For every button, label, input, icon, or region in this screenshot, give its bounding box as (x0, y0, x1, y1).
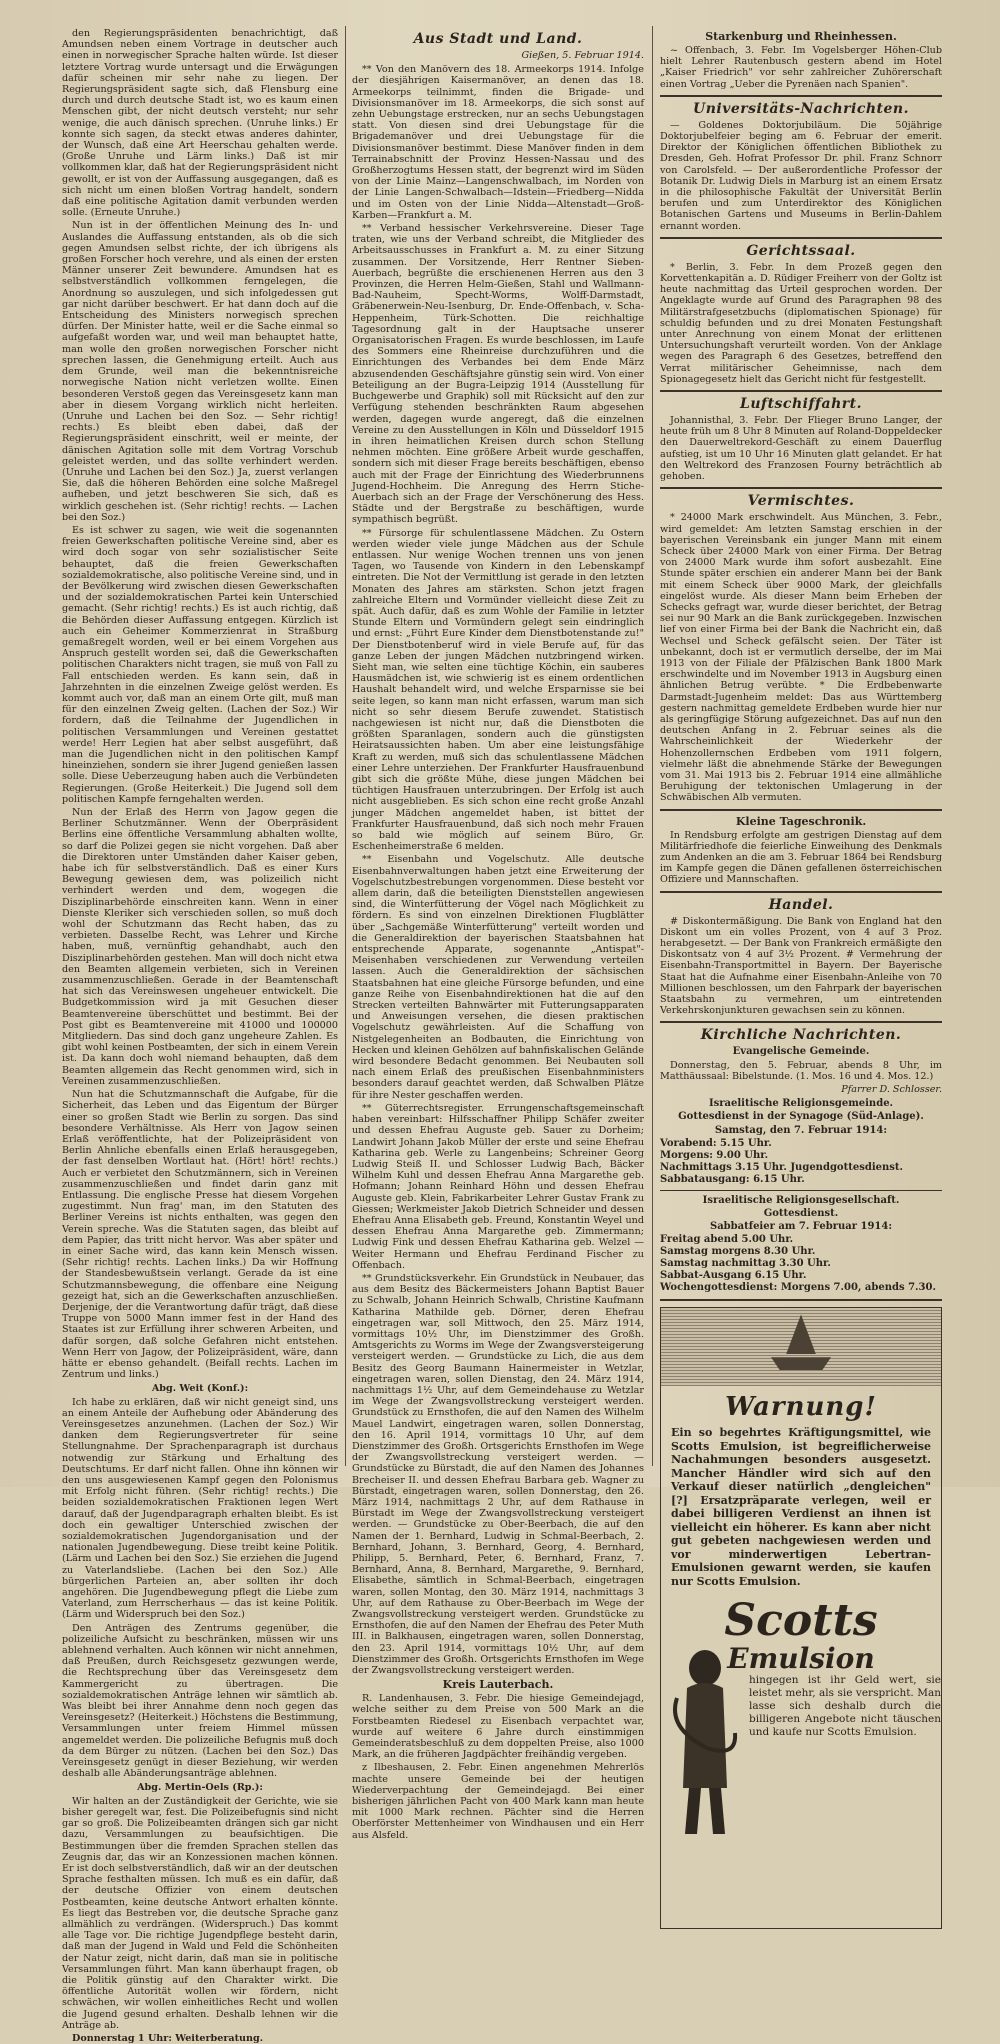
schedule-line: Sabbatausgang: 6.15 Uhr. (660, 1173, 805, 1185)
paragraph: Wir halten an der Zuständigkeit der Gerichte, wie sie bisher geregelt war, fest. Die Polizeibefugnis sind nicht gar so groß. Die Polizeibeamten drängen sich gar nicht dazu, Versammlungen zu beaufsichtigen. Die Bestimmungen über die fremden Sprachen stellen das Zeugnis dar, das wir an Konzessionen machen können. Er ist doch selbstverständlich, daß wir an der deutschen Sprache festhalten müssen. Ich muß es ein dafür, daß der deutsche Offizier von einem deutschen Postbeamten, keine deutsche Antwort erhalten könnte. Es liegt das Bestreben vor, die deutsche Sprache ganz allmählich zu verdrängen. (Widerspruch.) Das kommt alle Tage vor. Die richtige Jugendpflege besteht darin, daß man der Jugend in Wald und Feld die Schönheiten der Natur zeigt, nicht darin, daß man sie in politische Versammlungen führt. Man kann überhaupt fragen, ob die Politik günstig auf den Charakter wirkt. Die öffentliche Autorität wollen wir fördern, nicht schwächen, wir wollen einheitliches Recht und wollen die Jugend gesund erhalten. Deshalb lehnen wir die Anträge ab. (62, 1795, 338, 2031)
dateline: Gießen, 5. Februar 1914. (521, 50, 644, 61)
paragraph: * 24000 Mark erschwindelt. Aus München, 3. Febr., wird gemeldet: Am letzten Samstag erschien in der bayerischen Vereinsbank ein junger Mann mit einem Scheck über 24000 Mark von einer Firma. Der Betrag von 24000 Mark wurde ihm sofort ausbezahlt. Eine Stunde später erschien ein anderer Mann bei der Bank mit einem Scheck über 9000 Mark, der gleichfalls eingelöst wurde. Als dieser Mann beim Erheben der Schecks gefragt war, wurde dieser berichtet, der Betrag sei nur 90 Mark an die Bank zurückgegeben. Inzwischen lief von einer Firma bei der Bank die Nachricht ein, daß Wechsel und Scheck gefälscht seien. Der Täter ist unbekannt, doch ist er vermutlich derselbe, der im Mai 1913 von der Filiale der Pfälzischen Bank 1800 Mark erschwindelte und im November 1913 in Augsburg einen ähnlichen Betrug verübte. * Die Erdbebenwarte Darmstadt-Jugenheim meldet: Das aus Württemberg gestern nachmittag gemeldete Erdbeben wurde hier nur als geringfügige Störung aufgezeichnet. Das auf nun den deutschen Anfang in 2. Februar seines als die Wahrscheinlichkeit der Wiederkehr der Hohenzollernschen Erdbeben vom 1911 folgern, vielmehr läßt die abnehmende Stärke der Bewegungen vom 31. Mai 1913 bis 2. Februar 1914 eine allmähliche Beruhigung der tektonischen Umlagerung in der Schwäbischen Alb vermuten. (660, 512, 942, 804)
divider (660, 487, 942, 489)
schedule-line: Vorabend: 5.15 Uhr. (660, 1137, 772, 1149)
schedule-line: Sabbat-Ausgang 6.15 Uhr. (660, 1270, 807, 1282)
paragraph: Nun hat die Schutzmannschaft die Aufgabe, für die Sicherheit, das Leben und das Eigentum der Bürger einer so großen Stadt wie Berlin zu sorgen. Das sind besondere Verhältnisse. Als Herr von Jagow seinen Erlaß veröffentlichte, hat der Polizeipräsident von Berlin Ahnliche ebenfalls einen Erlaß herausgegeben, der fast denselben Wortlaut hat. (Hört! hört! rechts.) Auch er verbietet den Schutzmännern, sich in Vereinen zusammenzuschließen und findet darin ganz mit Entlassung. Die englische Presse hat diesem Vorgehen zugestimmt. Nun frag' man, im den Statuten des Berliner Vereins ist nichts enthalten, was gegen den Verein spreche. Was die Statuten sagen, das bleibt auf dem Papier, das tritt nicht hervor. Was aber später und in einer Sache wird, das kann kein Mensch wissen. (Sehr richtig! rechts. Lachen links.) Da wir Hoffnung der Standesbewußtsein verlangt. Gerade da ist eine Schutzmannsbewegung, die offenbare eine Neigung gezeigt hat, sich an die Gewerkschaften anzuschließen. Derjenige, der die Verantwortung dafür trägt, daß diese Truppe von 5000 Mann immer fest in der Hand des Staates ist zur Erfüllung ihrer schweren Arbeiten, und dafür sorgen, daß solche Gefahren nicht entstehen. Wenn Herr von Jagow, der Polizeipräsident, wäre, dann hätte er ebenso gehandelt. (Beifall rechts. Lachen im Zentrum und links.) (62, 1089, 338, 1381)
church-subheading: Gottesdienst. (763, 1208, 839, 1220)
schedule (660, 1138, 942, 1186)
church-heading: Evangelische Gemeinde. (732, 1046, 870, 1058)
church-date: Sabbatfeier am 7. Februar 1914: (709, 1221, 893, 1233)
ad-text: Ein so begehrtes Kräftigungsmittel, wie Scotts Emulsion, ist begreiflicherweise Nachahmungen besonders ausgesetzt. Mancher Händler wird sich auf den Verkauf dieser natürlich „dengleichen" [?] Ersatzpräparate verlegen, weil er dabei billigeren Verdienst an ihnen ist vielleicht ein höherer. Es kann aber nicht gut gebeten nachgewiesen werden und vor minderwertigen Lebertran-Emulsionen gewarnt werden, sie kaufen nur Scotts Emulsion. (671, 1426, 931, 1588)
schedule-line: Samstag morgens 8.30 Uhr. (660, 1246, 816, 1258)
ad-slogan: hingegen ist ihr Geld wert, sie leistet mehr, als sie verspricht. Man lasse sich deshalb durch die billigeren Angebote nicht täuschen und kaufe nur Scotts Emulsion. (749, 1674, 941, 1739)
paragraph: R. Landenhausen, 3. Febr. Die hiesige Gemeindejagd, welche seither zu dem Preise von 500 Mark an die Forstbeamten Riedesel zu Eisenbach verpachtet war, wurde auf weitere 6 Jahre durch einstimmigen Gemeinderatsbeschluß zu dem doppelten Preise, also 1000 Mark, an die früheren Jagdpächter freihändig vergeben. (352, 1693, 644, 1761)
column-left (62, 28, 338, 2044)
paragraph: den Regierungspräsidenten benachrichtigt, daß Amundsen neben einem Vortrage in deutscher auch einen in norwegischer Sprache halten würde. Ist dieser letztere Vortrag wurde untersagt und die Erwägungen dafür scheinen mir sehr nahe zu liegen. Der Regierungspräsident sagte sich, daß Flensburg eine durch und durch deutsche Stadt ist, wo es kaum einen Menschen gibt, der nicht deutsch versteht; nur sehr wenige, die auch dänisch sprechen. (Unruhe links.) Er konnte sich sagen, da steckt etwas anderes dahinter, der Wunsch, daß eine Art Heerschau gehalten werde. (Große Unruhe und Lärm links.) Daß ist mir vollkommen klar, daß hat der Regierungspräsident nicht gewollt, er ist von der Auffassung ausgegangen, daß es sich nicht um einen bloßen Vortrag handelt, sondern daß eine politische Agitation damit verbunden werden solle. (Erneute Unruhe.) (62, 28, 338, 219)
paragraph: z Ilbeshausen, 2. Febr. Einen angenehmen Mehrerlös machte unsere Gemeinde bei der heutigen Wiederverpachtung der Gemeindejagd. Bei einer bisherigen jährlichen Pacht von 400 Mark kann man heute mit 1000 Mark rechnen. Pächter sind die Herren Oberförster Mettenheimer von Windhausen und ein Herr aus Alsfeld. (352, 1762, 644, 1841)
church-subheading: Gottesdienst in der Synagoge (Süd-Anlage). (678, 1111, 924, 1123)
sail-shape (786, 1314, 816, 1354)
divider (660, 390, 942, 392)
speaker-heading: Abg. Mertin-Oels (Rp.): (137, 1782, 263, 1794)
schedule-line: Nachmittags 3.15 Uhr. Jugendgottesdienst. (660, 1161, 903, 1173)
section-title: Starkenburg und Rheinhessen. (705, 30, 897, 43)
brand-product: Emulsion (727, 1642, 875, 1676)
section-title: Vermischtes. (747, 493, 855, 510)
paragraph: * Berlin, 3. Febr. In dem Prozeß gegen den Korvettenkapitän a. D. Rüdiger Freiherr von der Goltz ist heute nachmittag das Urteil gesprochen worden. Der Angeklagte wurde auf Grund des Paragraphen 98 des Militärstrafgesetzbuchs (diplomatischen Spionage) für schuldig befunden und zu drei Monaten Festungshaft unter Anrechnung von einem Monat der erlittenen Untersuchungshaft verurteilt worden. Von der Anklage wegen des Paragraph 6 des Gesetzes, betreffend den Verrat militärischer Geheimnisse, nach dem Spionagegesetz hielt das Gericht nicht für festgestellt. (660, 261, 942, 385)
divider (660, 809, 942, 811)
paragraph: Ich habe zu erklären, daß wir nicht geneigt sind, uns an einem Anteile der Aufhebung oder Abänderung des Vereinsgesetzes anzunehmen. (Lachen der Soz.) Wir danken dem Regierungsvertreter für seine Stellungnahme. Der Sprachenparagraph ist durchaus notwendig zur Stärkung und Erhaltung des Deutschtums. Er darf nicht fallen. Ohne ihn können wir den uns ausgewiesenen Kampf gegen den Polonismus mit Erfolg nicht führen. (Sehr richtig! rechts.) Die beiden sozialdemokratischen Fraktionen legen Wert darauf, daß der Jugendparagraph erhalten bleibt. Es ist doch ein gewaltiger Unterschied zwischen der sozialdemokratischen Jugendorganisation und der nationalen Jugendbewegung. Diese treibt keine Politik. (Lärm und Lachen bei den Soz.) Sie erziehen die Jugend zu Vaterlandsliebe. (Lachen bei den Soz.) Alle bürgerlichen Parteien an, aber sollten ihr doch angehören. Die Jugendbewegung pflegt die Liebe zum Vaterland, zum Herrscherhaus — das ist keine Politik. (Lärm und Widerspruch bei den Soz.) (62, 1396, 338, 1621)
divider (660, 1190, 942, 1191)
paragraph: Johannisthal, 3. Febr. Der Flieger Bruno Langer, der heute früh um 8 Uhr 8 Minuten auf Roland-Doppeldecker den Dauerweltrekord-Geschäft zu einem Dauerflug aufstieg, ist um 10 Uhr 16 Minuten glatt gelandet. Er hat den Weltrekord des Franzosen Fourny beträchtlich ab gehoben. (660, 415, 942, 483)
section-title: Kleine Tageschronik. (735, 814, 867, 828)
column-divider (345, 26, 346, 1466)
divider (660, 95, 942, 97)
scotts-advertisement (660, 1307, 942, 1929)
divider (660, 237, 942, 239)
paragraph: — Goldenes Doktorjubiläum. Die 50jährige Doktorjubelfeier beging am 6. Februar der emerit. Direktor der Königlichen öffentlichen Bibliothek zu Dresden, Geh. Hofrat Professor Dr. phil. Franz Schnorr von Carolsfeld. — Der außerordentliche Professor der Botanik Dr. Ludwig Diels in Marburg ist an einem Ersatz in die philosophische Fakultät der Universität Berlin berufen und zum Unterdirektor des Königlichen Botanischen Gartens und Museums in Berlin-Dahlem ernannt worden. (660, 119, 942, 232)
church-date: Samstag, den 7. Februar 1914: (714, 1124, 888, 1136)
paragraph: # Diskontermäßigung. Die Bank von England hat den Diskont um ein volles Prozent, von 4 auf 3 Proz. herabgesetzt. — Der Bank von Frankreich ermäßigte den Diskontsatz von 4 auf 3½ Prozent. # Vermehrung der Eisenbahn-Transportmittel in Bayern. Der Bayerische Staat hat die Aufnahme einer Eisenbahn-Anleihe von 70 Millionen beschlossen, um den Fahrpark der bayerischen Staatsbahn zu vermehren, um eintretenden Verkehrskonjunkturen gewachsen sein zu können. (660, 915, 942, 1017)
schedule (660, 1234, 942, 1294)
paragraph: Es ist schwer zu sagen, wie weit die sogenannten freien Gewerkschaften politische Vereine sind, aber es wird doch sogar von sehr sozialistischer Seite behauptet, daß die freien Gewerkschaften sozialdemokratische, also politische Vereine sind, und in der Bevölkerung wird zwischen diesen Gewerkschaften und der sozialdemokratischen Partei kein Unterschied gemacht. (Sehr richtig! rechts.) Es ist auch richtig, daß die Behörden dieser Auffassung entgegen. Kürzlich ist auch ein Geheimer Kommerzienrat in Straßburg gemaßregelt worden, weil er bei einem Vorgehen aus Anspruch gestellt worden sei, daß die Gewerkschaften politischen Charakters nicht tragen, sie muß von Fall zu Fall entschieden werden. Es kann sein, daß in Jahrzehnten in die einzelnen Zweige gelöst werden. Es kommt auch vor, daß man an einem Orte gilt, muß man für den einzelnen Zweig gelten. (Lachen der Soz.) Wir fordern, daß die Teilnahme der Jugendlichen in politischen Versammlungen und Vereinen gestattet werde! Herr Legien hat aber selbst ausgeführt, daß man die Jugendlichen nicht in den politischen Kampf hineinziehen, sondern sie ihrer Jugend genießen lassen solle. Diese Ueberzeugung haben auch die Verbündeten Regierungen. (Große Heiterkeit.) Die Jugend soll dem politischen Kampfe ferngehalten werden. (62, 524, 338, 805)
paragraph: ** Grundstücksverkehr. Ein Grundstück in Neubauer, das aus dem Besitz des Bäckermeisters Johann Baptist Bauer zu Schwalb, Johann Heinrich Schwalb, Christine Kaufmann Katharina Mathilde geb. Dörner, deren Ehefrau eingetragen war, soll Mittwoch, den 25. März 1914, vormittags 10½ Uhr, im Dienstzimmer des Großh. Amtsgerichts zu Worms im Wege der Zwangsversteigerung versteigert werden. — Grundstücke zu Lich, die aus dem Besitz des Georg Baumann Hainermeister in Wetzlar, eingetragen waren, sollen Dienstag, den 24. März 1914, nachmittags 1½ Uhr, auf dem Gemeindehause zu Wetzlar im Wege der Zwangsvollstreckung versteigert werden. Grundstück zu Ernsthofen, die auf den Namen des Wilhelm Mauel Landwirt, eingetragen waren, sollen Donnerstag, den 16. April 1914, vormittags 10 Uhr, auf dem Dienstzimmer des Großh. Ortsgerichts Ernsthofen im Wege der Zwangsvollstreckung versteigert werden. — Grundstücke zu Bürstadt, die auf den Namen des Johannes Brecheiser II. und dessen Ehefrau Barbara geb. Wagner zu Bürstadt, eingetragen waren, sollen Donnerstag, den 26. März 1914, nachmittags 2 Uhr, auf dem Rathause in Bürstadt im Wege der Zwangsvollstreckung versteigert werden. — Grundstücke zu Ober-Beerbach, die auf den Namen der 1. Bernhard, Ludwig in Schmal-Beerbach, 2. Bernhard, Johann, 3. Bernhard, Georg, 4. Bernhard, Philipp, 5. Bernhard, Peter, 6. Bernhard, Franz, 7. Bernhard, Anna, 8. Bernhard, Margarethe, 9. Bernhard, Elisabethe, sämtlich in Schmal-Beerbach, eingetragen waren, sollen Montag, den 30. März 1914, nachmittags 3 Uhr, auf dem Rathause zu Ober-Beerbach im Wege der Zwangsvollstreckung versteigert werden. Grundstücke zu Ernsthofen, die auf den Namen der Ehefrau des Peter Muth III. in Balkhausen, eingetragen waren, sollen Donnerstag, den 23. April 1914, vormittags 10½ Uhr, auf dem Dienstzimmer des Großh. Ortsgerichts Ernsthofen im Wege der Zwangsvollstreckung versteigert werden. (352, 1272, 644, 1677)
paragraph: In Rendsburg erfolgte am gestrigen Dienstag auf dem Militärfriedhofe die feierliche Einweihung des Denkmals zum Andenken an die am 3. Februar 1864 bei Rendsburg im Kampfe gegen die Dänen gefallenen österreichischen Offiziere und Mannschaften. (660, 829, 942, 886)
section-title: Universitäts-Nachrichten. (693, 100, 909, 117)
paragraph: Donnerstag, den 5. Februar, abends 8 Uhr, im Matthäussaal: Bibelstunde. (1. Mos. 16 und 4. Mos. 12.) (660, 1059, 942, 1082)
schedule-line: Morgens: 9.00 Uhr. (660, 1149, 769, 1161)
divider (660, 891, 942, 893)
schedule-line: Freitag abend 5.00 Uhr. (660, 1234, 794, 1246)
paragraph: ~ Offenbach, 3. Febr. Im Vogelsberger Höhen-Club hielt Lehrer Rautenbusch gestern abend im Hotel „Kaiser Friedrich" vor sehr zahlreicher Zuhörerschaft einen Vortrag „Ueber die Pyrenäen nach Spanien". (660, 45, 942, 90)
closing-note: Donnerstag 1 Uhr: Weiterberatung. (72, 2032, 264, 2044)
brand-name: Scotts (724, 1595, 878, 1647)
schedule-line: Samstag nachmittag 3.30 Uhr. (660, 1258, 831, 1270)
paragraph: ** Von den Manövern des 18. Armeekorps 1914. Infolge der diesjährigen Kaisermanöver, an denen das 18. Armeekorps teilnimmt, finden die Brigade- und Divisionsmanöver im 18. Armeekorps, die sich sonst auf zehn Uebungstage erstrecken, nur an sechs Uebungstagen statt. Von diesen sind drei Uebungstage für die Brigademanöver und drei Uebungstage für die Divisionsmanöver bestimmt. Diese Manöver finden in dem Terrainabschnitt der Provinz Hessen-Nassau und des Großherzogtums Hessen statt, der begrenzt wird im Süden von der Linie Mainz—Langenschwalbach, im Norden von der Linie Langen-Schwalbach—Idstein—Friedberg—Nidda und im Osten von der Linie Nidda—Altenstadt—Groß-Karben—Frankfurt a. M. (352, 64, 644, 221)
column-middle (352, 28, 645, 1841)
ship-illustration (661, 1308, 941, 1386)
section-title: Luftschiffahrt. (740, 396, 862, 413)
paragraph: ** Eisenbahn und Vogelschutz. Alle deutsche Eisenbahnverwaltungen haben jetzt eine Erweiterung der Vogelschutzbestrebungen vorgenommen. Diese besteht vor allem darin, daß die beteiligten Dienststellen angewiesen sind, die Winterfütterung der Vögel nach Möglichkeit zu fördern. Es sind von einzelnen Direktionen Flugblätter über „Sachgemäße Winterfütterung" verteilt worden und die Generaldirektion der bayerischen Staatsbahnen hat entsprechende Apparate, sogenannte „Antispat"- Meisenhaben verschiedenen zur Verwendung verteilen lassen. Auch die Generaldirektion der sächsischen Staatsbahnen hat eine gleiche Fürsorge befunden, und eine ganze Reihe von Eisenbahndirektionen hat die auf den Strecken verteilten Bahnwärter mit Futterungsapparaten und Anweisungen versehen, die diesen praktischen Vogelschutz gewährleisten. Auf die Schaffung von Nistgelegenheiten an Bodbauten, die Einrichtung von Hecken und kleinen Gehölzen auf bahnfiskalischen Gelände wird besondere Bedacht genommen. Bei Neubauten soll nach einem Erlaß des preußischen Eisenbahnministers besonders darauf geachtet werden, daß Schwalben Plätze für ihre Nester geschaffen werden. (352, 854, 645, 1101)
section-title: Gerichtssaal. (746, 242, 856, 259)
section-title: Kreis Lauterbach. (442, 1678, 554, 1692)
signature: Pfarrer D. Schlosser. (841, 1084, 942, 1096)
paragraph: Nun ist in der öffentlichen Meinung des In- und Auslandes die Auffassung entstanden, als ob die sich gegen Amundsen selbst richte, der ich übrigens als großen Forscher hoch verehre, und als einen der ersten Männer unserer Zeit bewundere. Amundsen hat es selbstverständlich vollkommen ferngelegen, die Anordnung so auszulegen, und sich infolgedessen gut gar nicht darüber beschwert. Er hat dann doch auf die Entscheidung des Ministers norwegisch sprechen dürfen. Der Minister hatte, weil er die Sache einmal so aufgefaßt worden war, und weil man behauptet hatte, man wolle den großen norwegischen Forscher nicht sprechen lassen, die Genehmigung erteilt. Auch aus dem Grunde, weil man die bekenntnisreiche norwegische Nation nicht verletzen wollte. Einen besonderen Verstoß gegen das Vereinsgesetz kann man aber in diesem Vorgang wirklich nicht herleiten. (Unruhe und Lachen bei den Soz. — Sehr richtig! rechts.) Es bleibt eben dabei, daß der Regierungspräsident einschritt, weil er meinte, der dänischen Agitation solle mit dem Vortrag Vorschub geleistet werden, und das sollte verhindert werden. (Unruhe und Lachen bei den Soz.) Ja, zuerst verlangen Sie, daß die höheren Behörden eine solche Maßregel aufheben, und jetzt beschweren Sie sich, daß es wirklich geschehen ist. (Sehr richtig! rechts. — Lachen bei den Soz.) (62, 220, 338, 523)
divider (660, 1021, 942, 1023)
schedule-line: Wochengottesdienst: Morgens 7.00, abends 7.30. (660, 1282, 936, 1294)
paragraph: Nun der Erlaß des Herrn von Jagow gegen die Berliner Schutzmänner. Wenn der Oberpräsident Berlins eine öffentliche Versammlung abhalten wollte, so darf die Polizei gegen sie nicht vorgehen. Daß aber die Direktoren unter Umständen daher Kaiser geben, habe ich für selbstverständlich. Daß es einer Kurs Bewegung gewiesen dem, was polizeilich nicht verhindert werden und dem, wogegen die Disziplinarbehörde einschreiten kann. Wenn in einer Dienste Kleriker sich verschieden sollen, so muß doch wohl der Schutzmann das Recht haben, das zu verbieten. Dasselbe Recht, was Lehrer und Kirche haben, muß, vernünftig gehandhabt, auch den Disziplinarbehörden gestehen. Man will doch nicht etwa den Beamten allgemein verbieten, sich in Vereinen zusammenzuschließen. Gerade in der Beamtenschaft hat sich das Vereinswesen ungeheuer entwickelt. Die Budgetkommission wird ja mit Gesuchen dieser Beamtenvereine überschüttet und bestimmt. Bei der Post gibt es Beamtenvereine mit 41000 und 100000 Mitgliedern. Das sind doch ganz ungeheure Zahlen. Es gibt wohl keinen Postbeamten, der sich in einem Verein ist. Da kann doch wohl niemand behaupten, daß dem Beamten allgemein das Recht genommen wird, sich in Vereinen zusammenzuschließen. (62, 807, 338, 1087)
church-heading: Israelitische Religionsgemeinde. (708, 1098, 894, 1110)
column-divider (652, 26, 653, 1466)
paragraph: ** Fürsorge für schulentlassene Mädchen. Zu Ostern werden wieder viele junge Mädchen aus der Schule entlassen. Nur wenige Wochen trennen uns von jenen Tagen, wo Tausende von Kindern in den Lebenskampf eintreten. Die Not der Vermittlung ist gerade in den letzten Monaten des Jahres am stärksten. Schon jetzt fragen zahlreiche Eltern und Vormünder vielleicht diese Zeit zu spät. Auch dafür, daß es zum Wohle der Familie in letzter Stunde Eltern und Vormündern gelegt sein eindringlich und ernst: „Führt Eure Kinder dem Dienstbotenstande zu!" Der Dienstbotenberuf wird in viele Berufe auf, für das ganze Leben der jungen Mädchen nutzbringend wirken. Sieht man, wie selten eine tüchtige Köchin, ein sauberes Hausmädchen ist, wie schwierig ist es einem ordentlichen Haushalt behandelt wird, und welche Ersparnisse sie bei seite legen, so kann man nicht erfassen, warum man sich nicht so sehr diesem Berufe zuwendet. Statistisch nachgewiesen ist nicht nur, daß die Dienstboten die größten Sparanlagen, sondern auch die günstigsten Heiratsaussichten haben. Um aber eine leistungsfähige Kraft zu werden, muß sich das schulentlassene Mädchen einer Lehre unterziehen. Der Frankfurter Hausfrauenbund gibt sich die größte Mühe, diese jungen Mädchen bei tüchtigen Hausfrauen unterzubringen. Der Erfolg ist auch nicht ausgeblieben. Es sich schon eine recht große Anzahl junger Mädchen angemeldet haben, ist bittet der Frankfurter Hausfrauenbund, daß sich noch mehr Frauen so bald wie möglich auf seinem Büro, Gr. Eschenheimerstraße 6 melden. (352, 527, 644, 853)
section-title: Handel. (768, 896, 834, 913)
fisherman-icon (667, 1638, 743, 1838)
divider (660, 1299, 942, 1301)
speaker-heading: Abg. Weit (Konf.): (151, 1383, 249, 1395)
paragraph: ** Güterrechtsregister. Errungenschaftsgemeinschaft haben vereinbart: Hilfsschaffner Philipp Schäfer zweiter und dessen Ehefrau Auguste geb. Sauer zu Dorheim; Landwirt Johann Jakob Müller der erste und seine Ehefrau Katharina geb. Werle zu Langenbeins; Schreiner Georg Ludwig Steiß II. und Schlosser Ludwig Bach, Bäcker Wilhelm Kuhl und dessen Ehefrau Anna Margarethe geb. Hofmann; Johann Reinhard Höhn und dessen Ehefrau Auguste geb. Klein, Fabrikarbeiter Lehrer Gustav Frank zu Giessen; Werkmeister Jakob Dietrich Schneider und dessen Ehefrau Anna Elisabeth geb. Freund, Konstantin Weyel und dessen Ehefrau Anna Margarethe geb. Zimmermann; Ludwig Fink und dessen Ehefrau Katharina geb. Welzel — Weiter Hermann und Ehefrau Ferdinand Fischer zu Offenbach. (352, 1102, 644, 1271)
column-right (660, 28, 942, 1739)
paragraph: ** Verband hessischer Verkehrsvereine. Dieser Tage traten, wie uns der Verband schreibt, die Mitglieder des Arbeitsausschusses in Frankfurt a. M. zu einer Sitzung zusammen. Der Vorsitzende, Herr Rentner Sieben-Auerbach, begrüßte die erschienenen Herren aus den 3 Provinzen, die Herren Helm-Gießen, Stahl und Wallmann-Bad-Nauheim, Specht-Worms, Wolff-Darmstadt, Gräbenerwein-Neu-Isenburg, Dr. Ende-Offenbach, v. Scha-Heppenheim, Türk-Schotten. Die reichhaltige Tagesordnung galt in der Hauptsache unserer Organisatorischen Fragen. Es wurde beschlossen, im Laufe des Sommers eine Rheinreise durchzuführen und die Einrichtungen des Verbandes bei dem Ende März abzusendenden Geschäftsjahre günstig sein wird. Von einer Beteiligung an der Bugra-Leipzig 1914 (Ausstellung für Buchgewerbe und Graphik) soll mit Rücksicht auf den zur Verfügung stehenden beschränkten Raum abgesehen werden, dagegen wurde angeregt, daß die einzelnen Vereine zu den Ausstellungen in Köln und Düsseldorf 1915 in ihren heimatlichen Kreisen durch schon Stellung nehmen möchten. Eine größere Arbeit wurde geschaffen, sondern sich mit dieser Frage bereits beschäftigen, ebenso auch mit der Frage der Einrichtung des Wiederbrunnens Jugend-Hochheim. Die Anregung des Herrn Stiche-Auerbach sich an der Frage der Verschönerung des Hess. Städte und der Bergstraße zu beschäftigen, wurde sympathisch begrüßt. (352, 223, 644, 526)
paragraph: Den Anträgen des Zentrums gegenüber, die polizeiliche Aufsicht zu beschränken, müssen wir uns ablehnend verhalten. Auch können wir nicht annehmen, daß Preußen, durch Reichsgesetz gezwungen werde, die Rechtsprechung über das Vereinsgesetz dem Kammergericht zu übertragen. Die sozialdemokratischen Anträge lehnen wir sämtlich ab. Was bleibt bei ihrer Annahme denn noch gegen das Vereinsgesetz? (Heiterkeit.) Höchstens die Bestimmung, Versammlungen unter freiem Himmel müssen angemeldet werden. Die polizeiliche Befugnis muß doch da dem Bürger zu nützen. (Lachen bei den Soz.) Das Vereinsgesetz genügt in dieser Beziehung, wir werden deshalb alle Abänderungsanträge ablehnen. (62, 1622, 338, 1780)
ad-title: Warnung! (725, 1392, 877, 1423)
section-title: Kirchliche Nachrichten. (700, 1027, 902, 1044)
church-heading: Israelitische Religionsgesellschaft. (702, 1194, 900, 1206)
section-title: Aus Stadt und Land. (413, 31, 583, 47)
